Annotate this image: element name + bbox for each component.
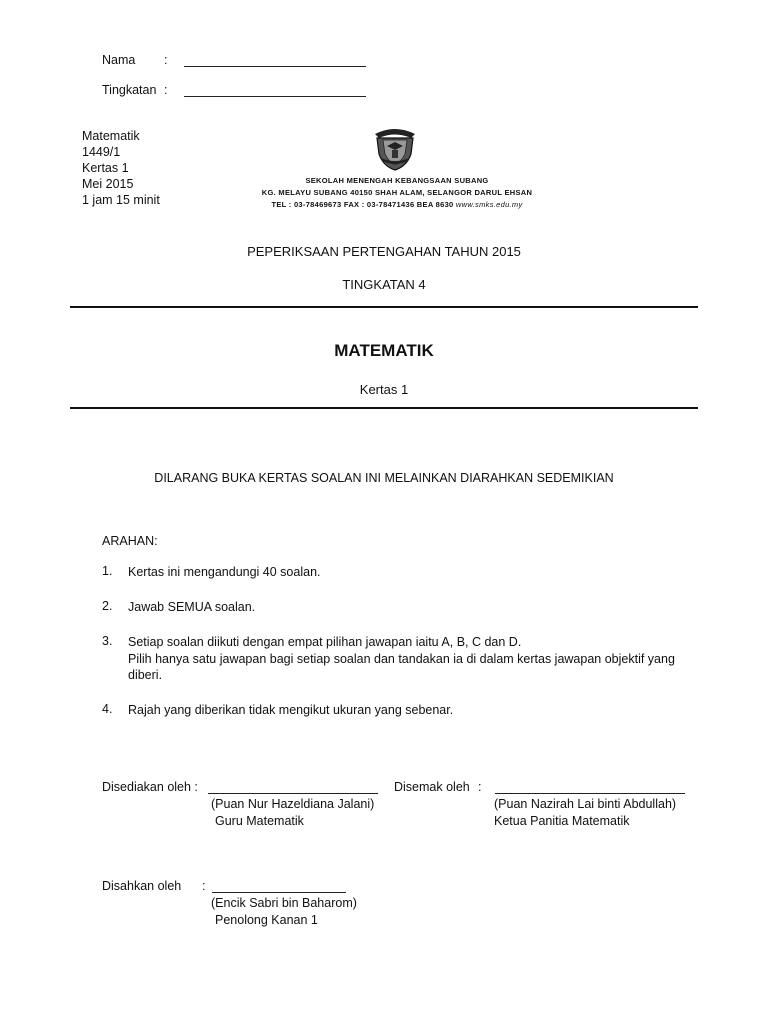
approved-by-name: (Encik Sabri bin Baharom) — [211, 896, 357, 910]
approved-by-colon: : — [202, 879, 206, 893]
instruction-number: 4. — [102, 702, 113, 716]
prepared-by-name: (Puan Nur Hazeldiana Jalani) — [211, 797, 375, 811]
subject-info-line: 1449/1 — [82, 145, 121, 159]
instruction-number: 3. — [102, 634, 113, 648]
checked-by-name: (Puan Nazirah Lai binti Abdullah) — [494, 797, 677, 811]
instruction-text-continued: Pilih hanya satu jawapan bagi setiap soalan dan tandakan ia di dalam kertas jawapan objektif yang diberi. — [128, 652, 675, 682]
bottom-divider — [70, 407, 698, 409]
instruction-text: Setiap soalan diikuti dengan empat pilihan jawapan iaitu A, B, C dan D. — [128, 635, 522, 649]
approved-by-label: Disahkan oleh — [102, 879, 182, 893]
school-info — [244, 175, 550, 211]
exam-form: TINGKATAN 4 — [342, 277, 426, 292]
checked-by-colon: : — [478, 780, 482, 794]
subject-info-line: Mei 2015 — [82, 177, 134, 191]
checked-signature-line[interactable] — [495, 793, 685, 794]
instructions-heading: ARAHAN: — [102, 534, 158, 548]
class-label: Tingkatan — [102, 83, 157, 97]
prepared-by-role: Guru Matematik — [215, 814, 304, 828]
subject-info — [82, 128, 160, 208]
exam-title: PEPERIKSAAN PERTENGAHAN TAHUN 2015 — [247, 244, 521, 259]
instruction-number: 1. — [102, 564, 113, 578]
instruction-text: Jawab SEMUA soalan. — [128, 600, 256, 614]
school-contact-line — [244, 199, 550, 211]
approved-signature-line[interactable] — [212, 892, 346, 893]
name-colon: : — [164, 53, 168, 67]
class-colon: : — [164, 83, 168, 97]
checked-by-role: Ketua Panitia Matematik — [494, 814, 630, 828]
school-crest-logo — [371, 124, 419, 172]
subject-info-line: Matematik — [82, 129, 140, 143]
school-address: KG. MELAYU SUBANG 40150 SHAH ALAM, SELANGOR DARUL EHSAN — [261, 188, 533, 197]
prepared-signature-line[interactable] — [208, 793, 378, 794]
approved-by-role: Penolong Kanan 1 — [215, 913, 318, 927]
class-field-line[interactable] — [184, 96, 366, 97]
instruction-number: 2. — [102, 599, 113, 613]
school-name: SEKOLAH MENENGAH KEBANGSAAN SUBANG — [305, 176, 489, 185]
school-website: www.smks.edu.my — [455, 200, 523, 209]
top-divider — [70, 306, 698, 308]
subject-info-line: Kertas 1 — [82, 161, 129, 175]
school-contact: TEL : 03-78469673 FAX : 03-78471436 BEA 8630 — [271, 200, 454, 209]
instruction-text: Rajah yang diberikan tidak mengikut ukuran yang sebenar. — [128, 703, 454, 717]
checked-by-label: Disemak oleh — [394, 780, 470, 794]
name-label: Nama — [102, 53, 136, 67]
warning-text: DILARANG BUKA KERTAS SOALAN INI MELAINKAN DIARAHKAN SEDEMIKIAN — [154, 471, 614, 485]
name-field-line[interactable] — [184, 66, 366, 67]
subject-info-line: 1 jam 15 minit — [82, 193, 160, 207]
paper-label: Kertas 1 — [359, 382, 409, 397]
prepared-by-label: Disediakan oleh : — [102, 780, 198, 794]
subject-heading: MATEMATIK — [334, 341, 434, 360]
instruction-text: Kertas ini mengandungi 40 soalan. — [128, 565, 321, 579]
